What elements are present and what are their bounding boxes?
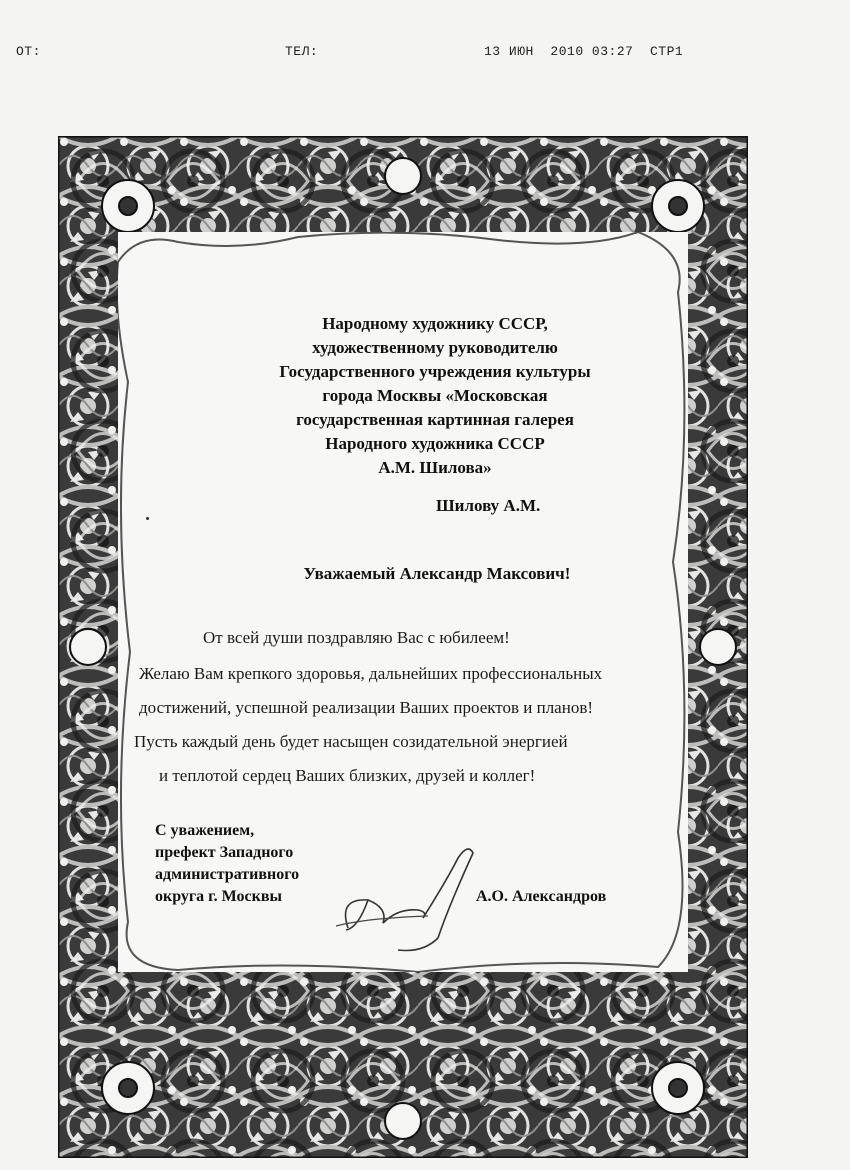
address-block xyxy=(230,312,640,480)
address-line: художественному руководителю xyxy=(312,338,558,357)
body-line: и теплотой сердец Ваших близких, друзей и коллег! xyxy=(159,766,536,785)
salutation: Уважаемый Александр Максович! xyxy=(303,564,571,583)
addressee-name: Шилову А.М. xyxy=(436,496,541,515)
closing-line: С уважением, xyxy=(155,822,255,839)
address-line: государственная картинная галерея xyxy=(296,410,574,429)
closing-line: префект Западного xyxy=(155,844,294,861)
closing-block xyxy=(155,820,299,908)
signer-name: А.О. Александров xyxy=(476,888,607,905)
fax-tel-label: ТЕЛ: xyxy=(285,44,319,59)
handwritten-signature xyxy=(328,838,478,958)
speck xyxy=(146,517,149,520)
body-line: От всей души поздравляю Вас с юбилеем! xyxy=(203,628,510,647)
address-line: Народному художнику СССР, xyxy=(322,314,548,333)
fax-from-label: ОТ: xyxy=(16,44,41,59)
closing-line: округа г. Москвы xyxy=(155,888,282,905)
body-line: Пусть каждый день будет насыщен созидательной энергией xyxy=(134,732,568,751)
address-line: города Москвы «Московская xyxy=(322,386,548,405)
address-line: А.М. Шилова» xyxy=(378,458,492,477)
fax-header xyxy=(0,44,850,64)
closing-line: административного xyxy=(155,866,300,883)
body-line: Желаю Вам крепкого здоровья, дальнейших профессиональных xyxy=(139,664,603,683)
body-line: достижений, успешной реализации Ваших проектов и планов! xyxy=(139,698,594,717)
fax-date: 13 ИЮН 2010 03:27 xyxy=(484,44,634,59)
address-line: Государственного учреждения культуры xyxy=(279,362,591,381)
fax-page-number: СТР1 xyxy=(650,44,684,59)
address-line: Народного художника СССР xyxy=(325,434,545,453)
